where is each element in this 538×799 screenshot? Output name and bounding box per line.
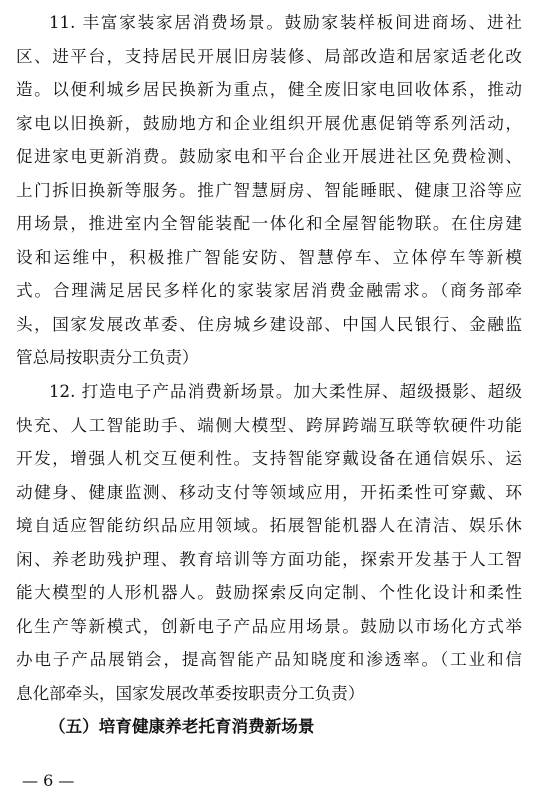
text-line: 息化部牵头，国家发展改革委按职责分工负责） [16,683,365,703]
text-line: 开发，增强人机交互便利性。支持智能穿戴设备在通信娱乐、运 [16,449,522,469]
page-number: — 6 — [22,771,75,790]
section-heading: （五）培育健康养老托育消费新场景 [49,716,315,737]
text-line: 式。合理满足居民多样化的家装家居消费金融需求。（商务部牵 [16,281,522,301]
text-line: 用场景，推进室内全智能装配一体化和全屋智能物联。在住房建 [16,214,522,234]
text-line: 头，国家发展改革委、住房城乡建设部、中国人民银行、金融监 [16,314,522,334]
text-line: 促进家电更新消费。鼓励家电和平台企业开展进社区免费检测、 [16,147,522,167]
text-line: 闲、养老助残护理、教育培训等方面功能，探索开发基于人工智 [16,549,522,569]
text-line: 家电以旧换新，鼓励地方和企业组织开展优惠促销等系列活动， [16,113,522,133]
text-line: 化生产等新模式，创新电子产品应用场景。鼓励以市场化方式举 [16,616,522,636]
text-line: 区、进平台，支持居民开展旧房装修、局部改造和居家适老化改 [16,46,522,66]
text-line: 11. 丰富家装家居消费场景。鼓励家装样板间进商场、进社 [49,13,522,32]
text-line: 上门拆旧换新等服务。推广智慧厨房、智能睡眠、健康卫浴等应 [16,180,522,200]
text-line: 快充、人工智能助手、端侧大模型、跨屏跨端互联等软硬件功能 [16,415,522,435]
paragraph-item-12 [16,375,522,710]
text-line: 动健身、健康监测、移动支付等领域应用，开拓柔性可穿戴、环 [16,482,522,502]
text-line: 办电子产品展销会，提高智能产品知晓度和渗透率。（工业和信 [16,650,522,670]
text-line: 造。以便利城乡居民换新为重点，健全废旧家电回收体系，推动 [16,80,522,100]
paragraph-item-11 [16,6,522,375]
text-line: 境自适应智能纺织品应用领域。拓展智能机器人在清洁、娱乐休 [16,516,522,536]
text-line: 12. 打造电子产品消费新场景。加大柔性屏、超级摄影、超级 [49,382,522,402]
text-line: 能大模型的人形机器人。鼓励探索反向定制、个性化设计和柔性 [16,583,522,603]
text-line: 设和运维中，积极推广智能安防、智慧停车、立体停车等新模 [16,247,522,267]
text-line: 管总局按职责分工负责） [16,348,199,368]
